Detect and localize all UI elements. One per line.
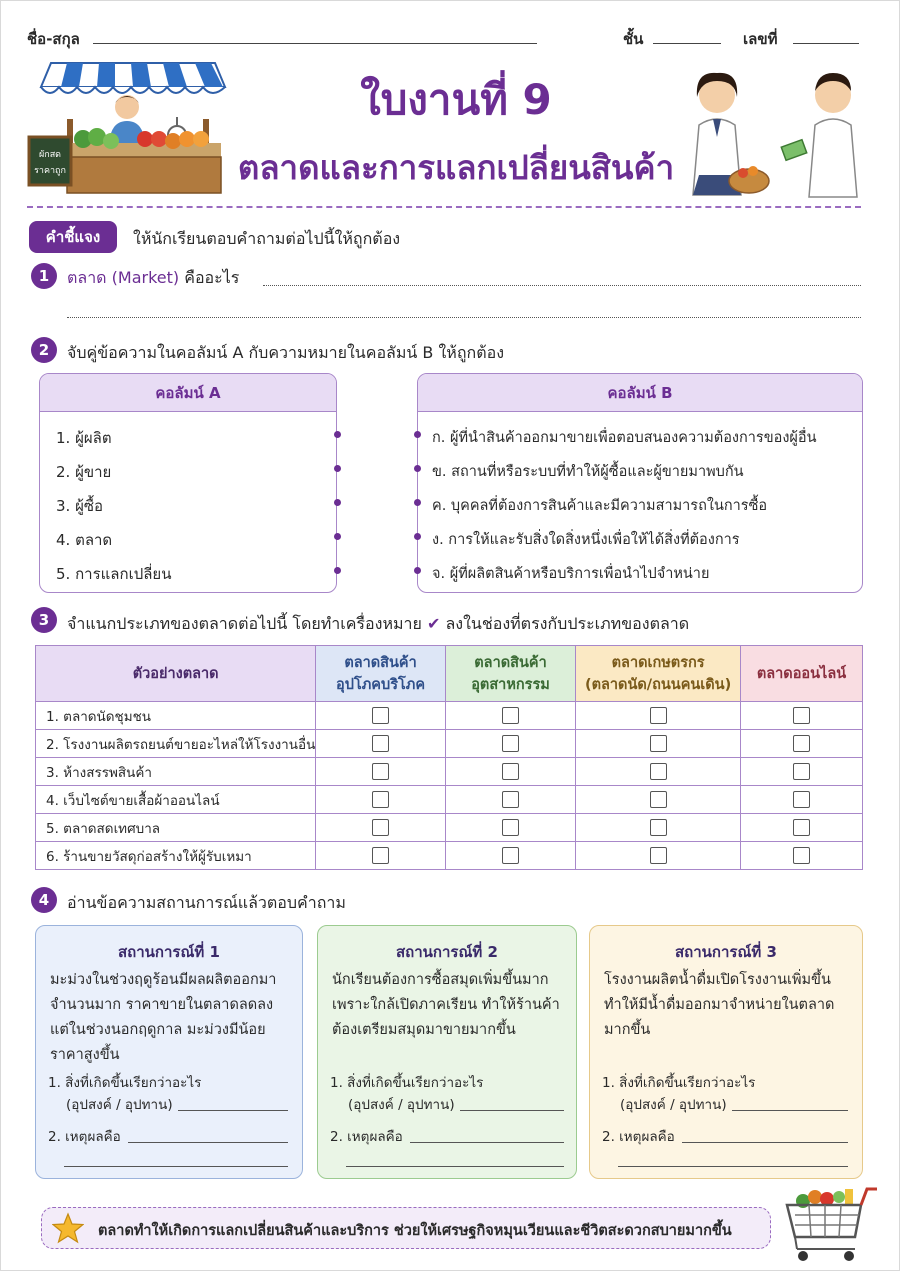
match-dot-b2[interactable] <box>414 465 421 472</box>
checkbox[interactable] <box>372 847 389 864</box>
market-example: 4. เว็บไซต์ขายเสื้อผ้าออนไลน์ <box>36 786 316 814</box>
column-b-item: ข. สถานที่หรือระบบที่ทำให้ผู้ซื้อและผู้ขายมาพบกัน <box>432 464 744 480</box>
number-label: เลขที่ <box>743 30 778 48</box>
scenario-2-title: สถานการณ์ที่ 2 <box>396 943 498 961</box>
header-industrial-line1: ตลาดสินค้า <box>474 654 547 671</box>
market-example: 5. ตลาดสดเทศบาล <box>36 814 316 842</box>
column-a-item: 5. การแลกเปลี่ยน <box>56 565 172 583</box>
header-consumer-market <box>316 646 445 702</box>
match-dot-b4[interactable] <box>414 533 421 540</box>
question-1-text <box>67 266 239 291</box>
checkbox[interactable] <box>793 763 810 780</box>
match-dot-b3[interactable] <box>414 499 421 506</box>
table-row <box>36 814 863 842</box>
market-example: 3. ห้างสรรพสินค้า <box>36 758 316 786</box>
scenario-1-title: สถานการณ์ที่ 1 <box>118 943 220 961</box>
match-dot-b1[interactable] <box>414 431 421 438</box>
header-agri-market <box>576 646 741 702</box>
question-4-text: อ่านข้อความสถานการณ์แล้วตอบคำถาม <box>67 893 346 912</box>
header-agri-line1: ตลาดเกษตรกร <box>611 654 705 671</box>
column-a-item: 4. ตลาด <box>56 531 113 549</box>
scenario-3-answer-1[interactable] <box>732 1110 848 1111</box>
column-a-item: 1. ผู้ผลิต <box>56 429 112 447</box>
checkbox[interactable] <box>650 763 667 780</box>
shopping-cart-illustration <box>783 1179 883 1263</box>
question-1-answer-line-1[interactable] <box>263 285 861 286</box>
header-consumer-line1: ตลาดสินค้า <box>344 654 417 671</box>
scenario-line: แต่ในช่วงนอกฤดูกาล มะม่วงมีน้อย <box>50 1022 266 1038</box>
question-3-text-after: ลงในช่องที่ตรงกับประเภทของตลาด <box>445 614 690 633</box>
question-4-number: 4 <box>31 887 57 913</box>
name-field[interactable] <box>93 43 537 44</box>
header-consumer-line2: อุปโภคบริโภค <box>336 676 426 693</box>
column-b-box <box>417 373 863 593</box>
question-1-label: คืออะไร <box>184 268 240 287</box>
number-field[interactable] <box>793 43 859 44</box>
instruction-tag: คำชี้แจง <box>29 221 117 253</box>
scenario-1-question-2: 2. เหตุผลคือ <box>48 1129 121 1145</box>
match-dot-b5[interactable] <box>414 567 421 574</box>
checkbox[interactable] <box>502 791 519 808</box>
scenario-1-question-1: 1. สิ่งที่เกิดขึ้นเรียกว่าอะไร <box>48 1075 202 1091</box>
question-1-answer-line-2[interactable] <box>67 317 861 318</box>
question-3-text-before: จำแนกประเภทของตลาดต่อไปนี้ โดยทำเครื่องหมาย <box>67 614 422 633</box>
scenario-2-body <box>332 968 562 1043</box>
column-a-box <box>39 373 337 593</box>
table-row <box>36 842 863 870</box>
market-stall-illustration <box>27 59 227 201</box>
checkbox[interactable] <box>650 707 667 724</box>
checkbox[interactable] <box>793 791 810 808</box>
scenario-line: ราคาสูงขึ้น <box>50 1047 120 1063</box>
checkbox[interactable] <box>793 735 810 752</box>
question-3-number: 3 <box>31 607 57 633</box>
checkbox[interactable] <box>372 763 389 780</box>
check-icon: ✔ <box>426 614 441 633</box>
question-2-text: จับคู่ข้อความในคอลัมน์ A กับความหมายในคอลัมน์ B ให้ถูกต้อง <box>67 343 505 362</box>
checkbox[interactable] <box>372 819 389 836</box>
question-3-text <box>67 612 689 637</box>
header-online-market: ตลาดออนไลน์ <box>741 646 863 702</box>
header-industrial-line2: อุตสาหกรรม <box>471 676 550 693</box>
match-dot-a5[interactable] <box>334 567 341 574</box>
column-a-item: 2. ผู้ขาย <box>56 463 112 481</box>
market-example: 6. ร้านขายวัสดุก่อสร้างให้ผู้รับเหมา <box>36 842 316 870</box>
column-b-title: คอลัมน์ B <box>418 374 862 412</box>
name-row <box>27 27 859 49</box>
checkbox[interactable] <box>650 819 667 836</box>
class-field[interactable] <box>653 43 721 44</box>
column-b-item: ค. บุคคลที่ต้องการสินค้าและมีความสามารถในการซื้อ <box>432 498 768 514</box>
checkbox[interactable] <box>372 707 389 724</box>
header-agri-line2: (ตลาดนัด/ถนนคนเดิน) <box>584 676 732 693</box>
students-illustration <box>677 65 873 205</box>
scenario-1-question-1-options: (อุปสงค์ / อุปทาน) <box>66 1097 173 1113</box>
stall-sign-line1: ผักสด <box>38 150 62 160</box>
scenario-2-card <box>317 925 577 1179</box>
match-dot-a4[interactable] <box>334 533 341 540</box>
checkbox[interactable] <box>502 735 519 752</box>
checkbox[interactable] <box>650 791 667 808</box>
match-dot-a2[interactable] <box>334 465 341 472</box>
scenario-3-question-1: 1. สิ่งที่เกิดขึ้นเรียกว่าอะไร <box>602 1075 756 1091</box>
checkbox[interactable] <box>502 763 519 780</box>
checkbox[interactable] <box>502 847 519 864</box>
checkbox[interactable] <box>650 847 667 864</box>
scenario-line: นักเรียนต้องการซื้อสมุดเพิ่มขึ้นมาก <box>332 972 549 988</box>
question-1-number: 1 <box>31 263 57 289</box>
scenario-2-answer-1[interactable] <box>460 1110 564 1111</box>
checkbox[interactable] <box>650 735 667 752</box>
scenario-1-answer-2[interactable] <box>128 1142 288 1143</box>
scenario-line: มากขึ้น <box>604 1022 651 1038</box>
column-a-title: คอลัมน์ A <box>40 374 336 412</box>
scenario-line: เพราะใกล้เปิดภาคเรียน ทำให้ร้านค้า <box>332 997 560 1013</box>
match-dot-a1[interactable] <box>334 431 341 438</box>
scenario-2-question-2: 2. เหตุผลคือ <box>330 1129 403 1145</box>
scenario-3-body <box>604 968 848 1043</box>
column-b-item: จ. ผู้ที่ผลิตสินค้าหรือบริการเพื่อนำไปจำหน่าย <box>432 566 710 582</box>
scenario-3-title: สถานการณ์ที่ 3 <box>675 943 777 961</box>
scenario-3-answer-2b[interactable] <box>618 1166 848 1167</box>
scenario-3-answer-2[interactable] <box>682 1142 848 1143</box>
stall-sign-line2: ราคาถูก <box>34 166 66 176</box>
scenario-line: จำนวนมาก ราคาขายในตลาดลดลง <box>50 997 274 1013</box>
scenario-2-answer-2[interactable] <box>410 1142 564 1143</box>
summary-text: ตลาดทำให้เกิดการแลกเปลี่ยนสินค้าและบริการ ช่วยให้เศรษฐกิจหมุนเวียนและชีวิตสะดวกสบายมากขึ้น <box>98 1223 732 1239</box>
scenario-line: โรงงานผลิตน้ำดื่มเปิดโรงงานเพิ่มขึ้น <box>604 972 831 988</box>
table-row <box>36 730 863 758</box>
checkbox[interactable] <box>502 819 519 836</box>
header-example: ตัวอย่างตลาด <box>36 646 316 702</box>
summary-footer <box>41 1207 771 1249</box>
instruction-text: ให้นักเรียนตอบคำถามต่อไปนี้ให้ถูกต้อง <box>133 229 401 248</box>
market-example: 2. โรงงานผลิตรถยนต์ขายอะไหล่ให้โรงงานอื่น <box>36 730 316 758</box>
match-dot-a3[interactable] <box>334 499 341 506</box>
scenario-2-answer-2b[interactable] <box>346 1166 564 1167</box>
checkbox[interactable] <box>372 791 389 808</box>
table-row <box>36 786 863 814</box>
question-1-term: ตลาด (Market) <box>67 268 180 287</box>
scenario-2-question-1-options: (อุปสงค์ / อุปทาน) <box>348 1097 455 1113</box>
scenario-line: มะม่วงในช่วงฤดูร้อนมีผลผลิตออกมา <box>50 972 277 988</box>
column-b-item: ก. ผู้ที่นำสินค้าออกมาขายเพื่อตอบสนองความต้องการของผู้อื่น <box>432 430 817 446</box>
scenario-3-card <box>589 925 863 1179</box>
star-icon <box>52 1212 84 1244</box>
checkbox[interactable] <box>502 707 519 724</box>
header-industrial-market <box>445 646 575 702</box>
scenario-line: ทำให้มีน้ำดื่มออกมาจำหน่ายในตลาด <box>604 997 835 1013</box>
scenario-2-question-1: 1. สิ่งที่เกิดขึ้นเรียกว่าอะไร <box>330 1075 484 1091</box>
scenario-1-answer-2b[interactable] <box>64 1166 288 1167</box>
scenario-1-card <box>35 925 303 1179</box>
scenario-3-question-2: 2. เหตุผลคือ <box>602 1129 675 1145</box>
market-type-table <box>35 645 863 870</box>
checkbox[interactable] <box>793 707 810 724</box>
header-divider <box>27 206 861 208</box>
column-b-item: ง. การให้และรับสิ่งใดสิ่งหนึ่งเพื่อให้ได้สิ่งที่ต้องการ <box>432 532 740 548</box>
class-label: ชั้น <box>623 30 644 48</box>
checkbox[interactable] <box>372 735 389 752</box>
name-label: ชื่อ-สกุล <box>27 30 80 48</box>
worksheet-title: ใบงานที่ 9 <box>360 75 552 124</box>
table-row <box>36 758 863 786</box>
worksheet-subtitle: ตลาดและการแลกเปลี่ยนสินค้า <box>237 148 675 187</box>
question-2-number: 2 <box>31 337 57 363</box>
checkbox[interactable] <box>793 819 810 836</box>
table-row <box>36 702 863 730</box>
scenario-1-body <box>50 968 288 1068</box>
column-a-item: 3. ผู้ซื้อ <box>56 497 104 515</box>
market-example: 1. ตลาดนัดชุมชน <box>36 702 316 730</box>
scenario-1-answer-1[interactable] <box>178 1110 288 1111</box>
checkbox[interactable] <box>793 847 810 864</box>
scenario-line: ต้องเตรียมสมุดมาขายมากขึ้น <box>332 1022 516 1038</box>
scenario-3-question-1-options: (อุปสงค์ / อุปทาน) <box>620 1097 727 1113</box>
